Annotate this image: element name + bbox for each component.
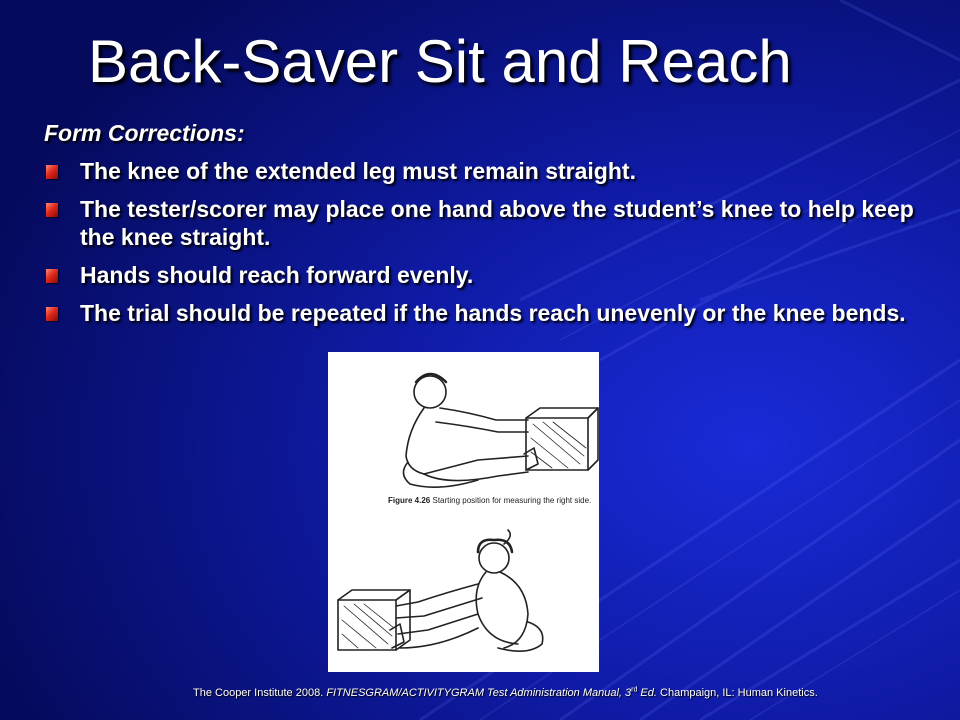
citation xyxy=(193,687,818,699)
bullet-square-icon xyxy=(46,203,58,217)
citation-work: FITNESGRAM/ACTIVITYGRAM Test Administration Manual, 3 xyxy=(326,687,632,699)
bullet-text: The trial should be repeated if the hands reach unevenly or the knee bends. xyxy=(80,300,906,326)
sit-and-reach-figure xyxy=(328,352,599,672)
form-corrections-heading: Form Corrections: xyxy=(44,120,245,146)
citation-lead: The Cooper Institute 2008. xyxy=(193,687,327,699)
bullet-square-icon xyxy=(46,269,58,283)
bullet-list xyxy=(44,157,914,337)
bullet-text: The knee of the extended leg must remain straight. xyxy=(80,158,636,184)
figure-caption xyxy=(388,496,591,506)
bullet-square-icon xyxy=(46,307,58,321)
bullet-text: Hands should reach forward evenly. xyxy=(80,262,474,288)
bullet-square-icon xyxy=(46,165,58,179)
bullet-item xyxy=(44,195,914,251)
slide-title: Back-Saver Sit and Reach xyxy=(88,28,792,95)
figure-caption-text: Starting position for measuring the right side. xyxy=(432,496,592,505)
figure-caption-label: Figure 4.26 xyxy=(388,496,431,505)
bullet-item xyxy=(44,261,914,289)
bullet-item xyxy=(44,157,914,185)
bullet-text: The tester/scorer may place one hand above the student’s knee to help keep the knee straight. xyxy=(80,196,914,250)
citation-tail: Champaign, IL: Human Kinetics. xyxy=(656,687,818,699)
citation-sup: rd xyxy=(631,686,638,694)
citation-edition: Ed. xyxy=(637,687,657,699)
bullet-item xyxy=(44,299,914,327)
sit-and-reach-illustration xyxy=(328,352,599,672)
